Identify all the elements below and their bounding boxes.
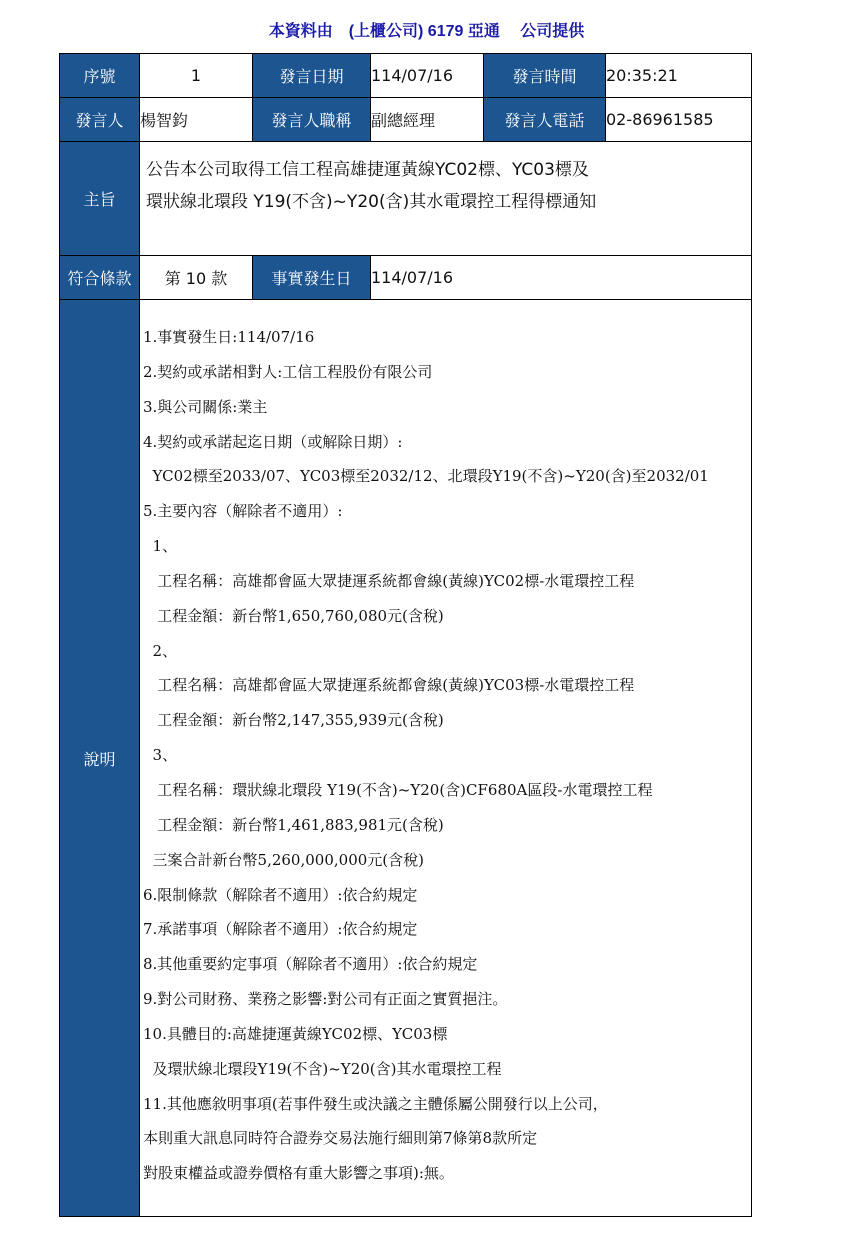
event-date-label: 事實發生日 <box>253 256 371 300</box>
description-line: 三案合計新台幣5,260,000,000元(含稅) <box>143 850 424 869</box>
subject-label: 主旨 <box>60 142 140 256</box>
description-line: 本則重大訊息同時符合證券交易法施行細則第7條第8款所定 <box>143 1129 538 1148</box>
description-line: 2、 <box>143 641 178 660</box>
description-line: 11.其他應敘明事項(若事件發生或決議之主體係屬公開發行以上公司， <box>143 1094 608 1113</box>
time-label: 發言時間 <box>484 54 606 98</box>
speaker-phone-value: 02-86961585 <box>606 98 752 142</box>
row-speaker <box>60 98 752 142</box>
description-line: 工程金額：新台幣1,461,883,981元(含稅) <box>143 815 444 834</box>
description-line: 工程名稱：高雄都會區大眾捷運系統都會線(黃線)YC02標-水電環控工程 <box>143 571 635 590</box>
speaker-title-value: 副總經理 <box>371 98 484 142</box>
speaker-title-label: 發言人職稱 <box>253 98 371 142</box>
seq-label: 序號 <box>60 54 140 98</box>
description-line: 4.契約或承諾起迄日期（或解除日期）: <box>143 432 403 451</box>
description-line: 1.事實發生日:114/07/16 <box>143 328 315 346</box>
row-description <box>60 300 752 1217</box>
description-line: 6.限制條款（解除者不適用）:依合約規定 <box>143 885 418 904</box>
description-body <box>140 300 751 1191</box>
description-line: 2.契約或承諾相對人:工信工程股份有限公司 <box>143 362 433 381</box>
time-value: 20:35:21 <box>606 54 752 98</box>
date-label: 發言日期 <box>253 54 371 98</box>
description-line: YC02標至2033/07、YC03標至2032/12、北環段Y19(不含)~Y20(含)至2032/01 <box>143 467 709 486</box>
description-label: 說明 <box>60 300 140 1217</box>
seq-value: 1 <box>140 54 253 98</box>
description-line: 10.具體目的:高雄捷運黃線YC02標、YC03標 <box>143 1024 448 1043</box>
subject-line: 公告本公司取得工信工程高雄捷運黃線YC02標、YC03標及 <box>146 160 589 180</box>
description-line: 3.與公司關係:業主 <box>143 397 268 416</box>
description-line: 8.其他重要約定事項（解除者不適用）:依合約規定 <box>143 955 478 974</box>
description-cell <box>140 300 752 1217</box>
speaker-value: 楊智鈞 <box>140 98 253 142</box>
speaker-label: 發言人 <box>60 98 140 142</box>
description-line: 5.主要內容（解除者不適用）: <box>143 502 343 521</box>
source-line: 本資料由 (上櫃公司) 6179 亞通 公司提供 <box>268 23 585 40</box>
row-clause <box>60 256 752 300</box>
description-line: 1、 <box>143 537 178 556</box>
event-date-value: 114/07/16 <box>371 256 752 300</box>
description-line: 7.承諾事項（解除者不適用）:依合約規定 <box>143 920 418 939</box>
row-subject <box>60 142 752 256</box>
description-line: 9.對公司財務、業務之影響:對公司有正面之實質挹注。 <box>143 990 508 1009</box>
description-line: 3、 <box>143 746 178 765</box>
description-line: 工程金額：新台幣1,650,760,080元(含稅) <box>143 606 444 625</box>
announcement-table <box>59 53 752 1217</box>
description-line: 工程名稱：環狀線北環段 Y19(不含)~Y20(含)CF680A區段-水電環控工程 <box>143 780 653 799</box>
clause-label: 符合條款 <box>60 256 140 300</box>
description-line: 工程金額：新台幣2,147,355,939元(含稅) <box>143 711 444 730</box>
date-value: 114/07/16 <box>371 54 484 98</box>
description-line: 對股東權益或證券價格有重大影響之事項):無。 <box>143 1164 454 1183</box>
clause-value: 第 10 款 <box>140 256 253 300</box>
subject-line: 環狀線北環段 Y19(不含)~Y20(含)其水電環控工程得標通知 <box>146 192 597 212</box>
row-seq <box>60 54 752 98</box>
description-line: 及環狀線北環段Y19(不含)~Y20(含)其水電環控工程 <box>143 1059 502 1078</box>
description-line: 工程名稱：高雄都會區大眾捷運系統都會線(黃線)YC03標-水電環控工程 <box>143 676 635 695</box>
speaker-phone-label: 發言人電話 <box>484 98 606 142</box>
subject-cell <box>140 142 752 256</box>
